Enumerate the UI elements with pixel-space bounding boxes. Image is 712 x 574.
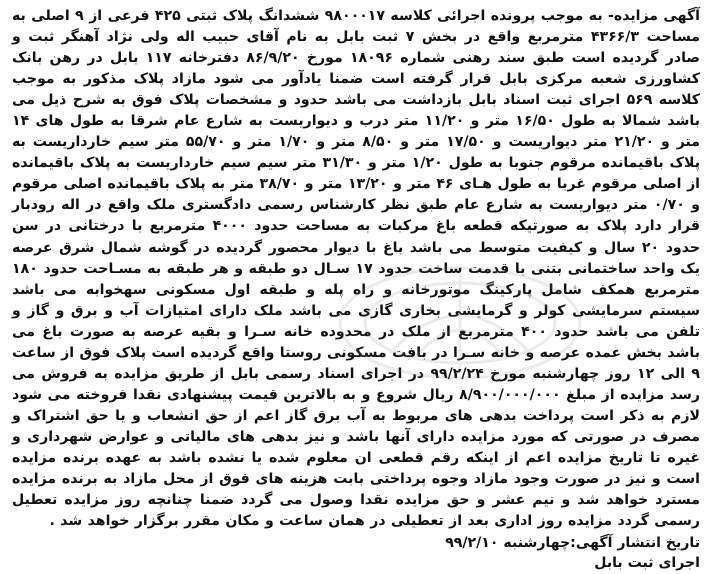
issuer-signature: اجرای ثبت بابل <box>594 555 700 572</box>
publish-date: تاریخ انتشار آگهی:چهارشنبه ۹۹/۲/۱۰ <box>445 535 700 552</box>
notice-body-text: آگهی مزایده- به موجب پرونده اجرائی کلاسه ۹۸۰۰۰۱۷ ششدانگ پلاک ثبتی ۴۲۵ فرعی از ۹ اصلی به مساحت ۴۳۶۶/۳ مترمربع واقع در بخش ۷ ثبت بابل به نام آقای حبیب اله ولی نژاد آهنگر ثبت و صادر گردیده است طبق سند رهنی شماره ۱۸۰۹۶ مورخ ۸۶/۹/۲۰ دفترخانه ۱۱۷ بابل در رهن بانک کشاورزی شعبه مرکزی بابل قرار گرفته است ضمنا یادآور می شود مازاد پلاک مذکور به موجب کلاسه ۵۶۹ اجرای ثبت اسناد بابل بازداشت می باشد حدود و مشخصات پلاک فوق به شرح ذیل می باشد شمالا به طول ۱۶/۵۰ متر و ۱۱/۲۰ متر درب و دیواریست به شارع عام شرقا به طول های ۱۴ متر و ۲۱/۲۰ متر دیواریست و ۱۷/۵۰ متر و ۸/۵۰ متر و ۱/۷۰ متر و ۵۵/۷۰ متر سیم خارداریست به پلاک باقیمانده مرقوم جنوبا به طول ۱/۲۰ متر و ۳۱/۳۰ متر سیم سیم خارداریست به پلاک باقیمانده از اصلی مرقوم غربا به طول هـای ۴۶ متر و ۱۳/۲۰ متر و ۳۸/۷۰ متر به پلاک باقیمانده اصلی مرقوم و ۰/۷۰ متر دیواریست به شارع عام طبق نظر کارشناس رسمی دادگستری ملک واقع در اله رودبار قرار دارد پلاک به صورتیکه قطعه باغ مرکبات به مساحت حدود ۴۰۰۰ مترمربع با درختانی در سن حدود ۲۰ سال و کیفیت متوسط می باشد باغ با دیوار محصور گردیده در گوشه شمال شرق عرصه یک واحد ساختمانی بتنی با قدمت ساخت حدود ۱۷ سـال دو طبقه و هر طبقه به مسـاحت حدود ۱۸۰ مترمربع همکف شامل پارکینگ موتورخانه و راه پله و طبقه اول مسکونی سهخوابه می باشد سیستم سرمایشی کولر و گرمایشی بخاری گازی می باشد ملک دارای امتیازات آب و برق و گاز و تلفن می باشد حدود ۴۰۰ مترمربع از ملک در محدوده خانه سـرا و بقیه عرصه به صورت باغ می باشد بخش عمده عرصه و خانه سـرا در بافت مسکونی روستا واقع گردیده است پلاک فوق از ساعت ۹ الی ۱۲ روز چهارشنبه مورخ ۹۹/۲/۲۴ در اجرای اسناد رسمی بابل از طریق مزایده به فروش می رسد مزایده از مبلغ ۸/۹۰۰/۰۰۰/۰۰۰ ریال شروع و به بالاترین قیمت پیشنهادی نقدا فروخته می شود لازم به ذکر است پرداخت بدهی های مربوط به آب برق گاز اعم از حق انشعاب و یا حق اشتراک و مصرف در صورتی که مورد مزایده دارای آنها باشد و نیز بدهی های مالیاتی و عوارض شهرداری و غیره تا تاریخ مزایده اعم از اینکه رقم قطعی ان معلوم شده یا نشده باشد به عهده برنده مزایده است و نیز در صورت وجود مازاد وجوه پرداختی بابت هزینه های فوق از محل مازاد به برنده مزایده مسترد خواهد شد و نیم عشر و حق مزایده نقدا وصول می گردد ضمنا چنانچه روز مزایده تعطیل رسمی گردد مزایده روز اداری بعد از تعطیلی در همان ساعت و مکان مقرر برگزار خواهد شد . <box>12 8 701 530</box>
